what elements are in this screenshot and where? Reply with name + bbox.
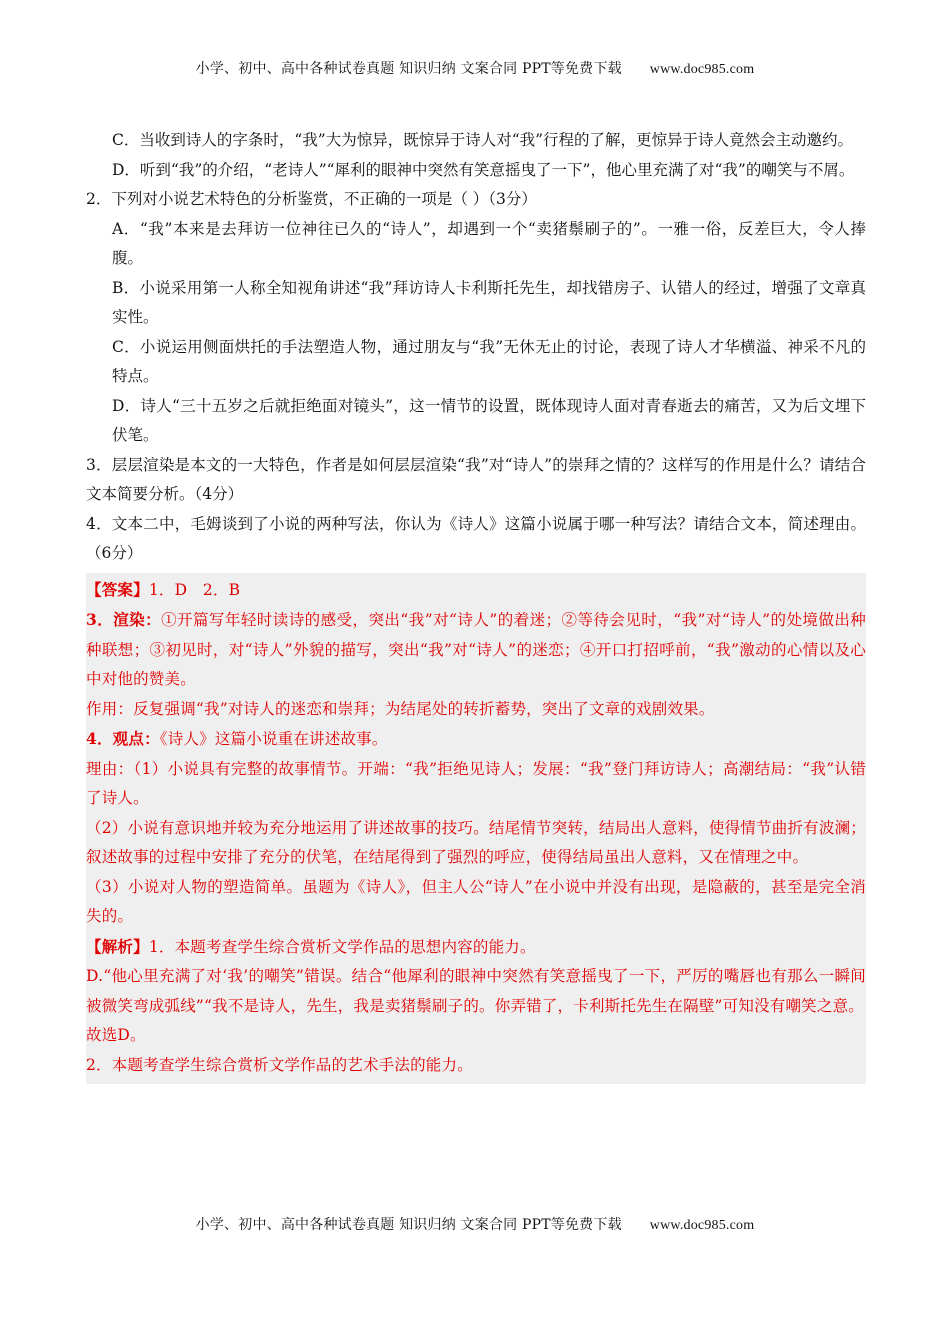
footer-site-link[interactable]: www.doc985.com	[649, 1218, 755, 1233]
analysis-tag: 【解析】	[86, 936, 149, 956]
q2-option-a: A．“我”本来是去拜访一位神往已久的“诗人”，却遇到一个“卖猪鬃刷子的”。一雅一俗，反差巨大，令人捧腹。	[112, 219, 866, 267]
analysis-1-text: 1．本题考查学生综合赏析文学作品的思想内容的能力。	[148, 937, 536, 956]
question-3: 3．层层渲染是本文的一大特色，作者是如何层层渲染“我”对“诗人”的崇拜之情的？这样写的作用是什么？请结合文本简要分析。（4分）	[86, 455, 866, 503]
answer-tag: 【答案】	[86, 579, 149, 599]
answer-3-render	[86, 605, 866, 695]
answer-3-label: 3．渲染：	[86, 610, 162, 629]
answer-4-view-text: 《诗人》这篇小说重在讲述故事。	[159, 730, 388, 748]
analysis-1-conclude: 故选D。	[86, 1026, 146, 1044]
q1-option-c: C．当收到诗人的字条时，“我”大为惊异，既惊异于诗人对“我”行程的了解，更惊异于诗人竟然会主动邀约。	[112, 131, 854, 149]
answer-block	[86, 573, 866, 1085]
answer-3-effect-label: 作用：	[86, 699, 134, 718]
q2-option-c: C．小说运用侧面烘托的手法塑造人物，通过朋友与“我”无休无止的讨论，表现了诗人才华横溢、神采不凡的特点。	[112, 337, 866, 385]
answer-4-reason-3: （3）小说对人物的塑造简单。虽题为《诗人》，但主人公“诗人”在小说中并没有出现，是隐蔽的，甚至是完全消失的。	[86, 877, 866, 925]
answer-4-view	[86, 724, 866, 755]
page-content	[86, 126, 866, 1084]
q2-option-d: D．诗人“三十五岁之后就拒绝面对镜头”，这一情节的设置，既体现诗人面对青春逝去的痛苦，又为后文埋下伏笔。	[112, 396, 866, 444]
page-header	[0, 58, 950, 78]
analysis-2: 2．本题考查学生综合赏析文学作品的艺术手法的能力。	[86, 1055, 473, 1074]
q1-option-d: D．听到“我”的介绍，“老诗人”“犀利的眼神中突然有笑意摇曳了一下”，他心里充满了对“我”的嘲笑与不屑。	[112, 160, 855, 179]
analysis-1-d: D.“他心里充满了对‘我’的嘲笑”错误。结合“他犀利的眼神中突然有笑意摇曳了一下，严厉的嘴唇也有那么一瞬间被微笑弯成弧线”“我不是诗人，先生，我是卖猪鬃刷子的。你弄错了，卡利斯托先生在隔壁”可知没有嘲笑之意。	[86, 967, 866, 1015]
question-4: 4．文本二中，毛姆谈到了小说的两种写法，你认为《诗人》这篇小说属于哪一种写法？请结合文本，简述理由。（6分）	[86, 514, 866, 562]
question-2: 2．下列对小说艺术特色的分析鉴赏，不正确的一项是（ ）（3分）	[86, 190, 537, 208]
answer-4-reason-1	[86, 755, 866, 814]
page-footer	[0, 1214, 950, 1234]
answer-line-1	[86, 575, 866, 606]
answer-3-effect-text: 反复强调“我”对诗人的迷恋和崇拜；为结尾处的转折蓄势，突出了文章的戏剧效果。	[133, 699, 715, 718]
answer-4-reason-2: （2）小说有意识地并较为充分地运用了讲述故事的技巧。结尾情节突转，结局出人意料，使得情节曲折有波澜；叙述故事的过程中安排了充分的伏笔，在结尾得到了强烈的呼应，使得结局虽出人意料，又在情理之中。	[86, 818, 866, 866]
answer-4-reason-label: 理由：	[86, 759, 134, 778]
answer-4-reason-1-text: （1）小说具有完整的故事情节。开端：“我”拒绝见诗人；发展：“我”登门拜访诗人；高潮结局：“我”认错了诗人。	[86, 759, 866, 807]
answer-3-effect	[86, 695, 866, 725]
answer-3-text: ①开篇写年轻时读诗的感受，突出“我”对“诗人”的着迷；②等待会见时，“我”对“诗人”的处境做出种种联想；③初见时，对“诗人”外貌的描写，突出“我”对“诗人”的迷恋；④开口打招呼前，“我”激动的心情以及心中对他的赞美。	[86, 611, 866, 688]
header-text: 小学、初中、高中各种试卷真题 知识归纳 文案合同 PPT等免费下载	[195, 61, 622, 77]
answer-choices: 1．D 2．B	[148, 580, 241, 599]
q2-option-b: B．小说采用第一人称全知视角讲述“我”拜访诗人卡利斯托先生，却找错房子、认错人的经过，增强了文章真实性。	[112, 278, 866, 326]
footer-text: 小学、初中、高中各种试卷真题 知识归纳 文案合同 PPT等免费下载	[195, 1217, 622, 1233]
answer-4-view-label: 4．观点：	[86, 729, 160, 748]
analysis-1	[86, 932, 866, 963]
header-site-link[interactable]: www.doc985.com	[649, 62, 755, 77]
